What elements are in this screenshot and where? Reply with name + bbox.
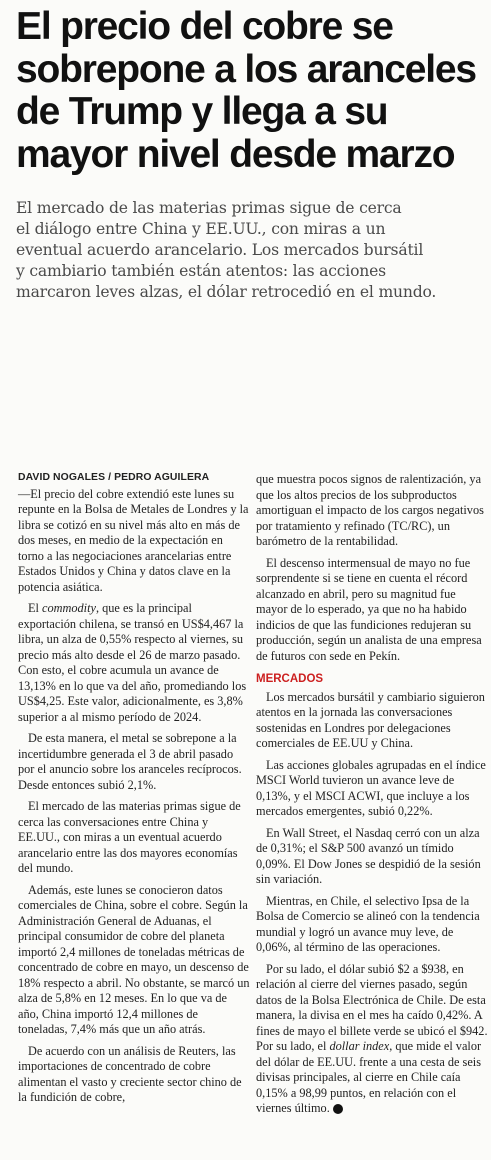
lede-line: El mercado de las materias primas sigue de cerca: [16, 199, 402, 217]
headline-line: mayor nivel desde marzo: [16, 132, 455, 176]
paragraph: Las acciones globales agrupadas en el índice MSCI World tuvieron un avance leve de 0,13%, y el MSCI ACWI, que incluye a los mercados emergentes, subió 0,22%.: [256, 757, 486, 818]
article-column-right: [256, 472, 488, 1123]
headline-line: de Trump y llega a su: [16, 90, 388, 133]
lede-line: el diálogo entre China y EE.UU., con miras a un: [16, 220, 386, 238]
paragraph: En Wall Street, el Nasdaq cerró con un alza de 0,31%; el S&P 500 avanzó un tímido 0,09%. El Dow Jones se despidió de la sesión sin variación.: [256, 825, 481, 886]
paragraph: Los mercados bursátil y cambiario siguieron atentos en la jornada las conversaciones sostenidas en Londres por delegaciones comerciales de EE.UU y China.: [256, 689, 485, 750]
paragraph: El descenso intermensual de mayo no fue sorprendente si se tiene en cuenta el récord alcanzado en abril, pero su magnitud fue mayor de lo esperado, ya que no ha habido indicios de que las fundiciones redujeran su producción, según un analista de una empresa de futuros con sede en Pekín.: [256, 555, 482, 663]
paragraph-text: , que es la principal exportación chilena, se transó en US$4,467 la libra, un alza de 0,55% respecto al viernes, su precio más alto desde el 26 de marzo pasado. Con esto, el cobre acumula un avance de 13,13% en lo que va del año, promediando los US$4,25. Este valor, adicionalmente, es 3,8% superior a al mismo período de 2024.: [18, 601, 247, 724]
byline: DAVID NOGALES / PEDRO AGUILERA: [18, 472, 210, 483]
paragraph: El mercado de las materias primas sigue de cerca las conversaciones entre China y EE.UU., con miras a un eventual acuerdo arancelario entre las dos mayores economías del mundo.: [18, 799, 241, 875]
paragraph: De esta manera, el metal se sobrepone a la incertidumbre generada el 3 de abril pasado por el anuncio sobre los aranceles recíprocos. Desde entonces subió 2,1%.: [18, 731, 242, 792]
paragraph-text: , que mide el valor del dólar de EE.UU. frente a una cesta de seis divisas principales, al cierre en Chile caía 0,15% a 98,99 puntos, en relación con el viernes último.: [256, 1039, 482, 1115]
headline-line: sobrepone a los aranceles: [16, 47, 476, 91]
paragraph-text: El: [28, 601, 39, 615]
paragraph: Además, este lunes se conocieron datos comerciales de China, sobre el cobre. Según la Administración General de Aduanas, el principal consumidor de cobre del planeta importó 2,4 millones de toneladas métricas de concentrado de cobre en mayo, un descenso de 18% respecto a abril. No obstante, se marcó un alza de 5,8% en 12 meses. En lo que va de año, China importó 12,4 millones de toneladas, 7,4% más que un año atrás.: [18, 882, 250, 1036]
paragraph: —El precio del cobre extendió este lunes su repunte en la Bolsa de Metales de Londres y la libra se cotizó en su nivel más alto en más de dos meses, en medio de la expectación en torno a las negociaciones arancelarias entre Estados Unidos y China y datos clave en la potencia asiática.: [18, 486, 249, 594]
section-heading: MERCADOS: [256, 673, 324, 685]
paragraph: De acuerdo con un análisis de Reuters, las importaciones de concentrado de cobre alimentan el vasto y creciente sector chino de la fundición de cobre,: [18, 1043, 242, 1104]
italic-term: commodity: [42, 601, 96, 615]
article-column-left: [18, 470, 250, 1112]
paragraph: [18, 601, 250, 725]
paragraph: que muestra pocos signos de ralentización, ya que los altos precios de los subproductos amortiguan el impacto de los cargos negativos por tratamiento y refinado (TC/RC), un barómetro de la rentabilidad.: [256, 472, 484, 548]
italic-term: dollar index: [329, 1039, 390, 1053]
lede: [16, 198, 486, 303]
headline-line: El precio del cobre se: [16, 5, 393, 48]
headline: [16, 6, 486, 176]
paragraph-text: Por su lado, el dólar subió $2 a $938, en relación al cierre del viernes pasado, según datos de la Bolsa Electrónica de Chile. De esta manera, la divisa en el mes ha caído 0,42%. A fines de mayo el billete verde se ubicó el $942. Por su lado, el: [256, 961, 488, 1053]
lede-line: marcaron leves alzas, el dólar retrocedió en el mundo.: [16, 283, 437, 301]
paragraph: Mientras, en Chile, el selectivo Ipsa de la Bolsa de Comercio se alineó con la tendencia mundial y logró un avance muy leve, de 0,06%, al término de las operaciones.: [256, 893, 480, 954]
paragraph: [256, 962, 488, 1117]
lede-line: y cambiario también están atentos: las acciones: [16, 262, 386, 280]
end-of-article-icon: P: [333, 1104, 343, 1114]
lede-line: eventual acuerdo arancelario. Los mercados bursátil: [16, 241, 424, 259]
